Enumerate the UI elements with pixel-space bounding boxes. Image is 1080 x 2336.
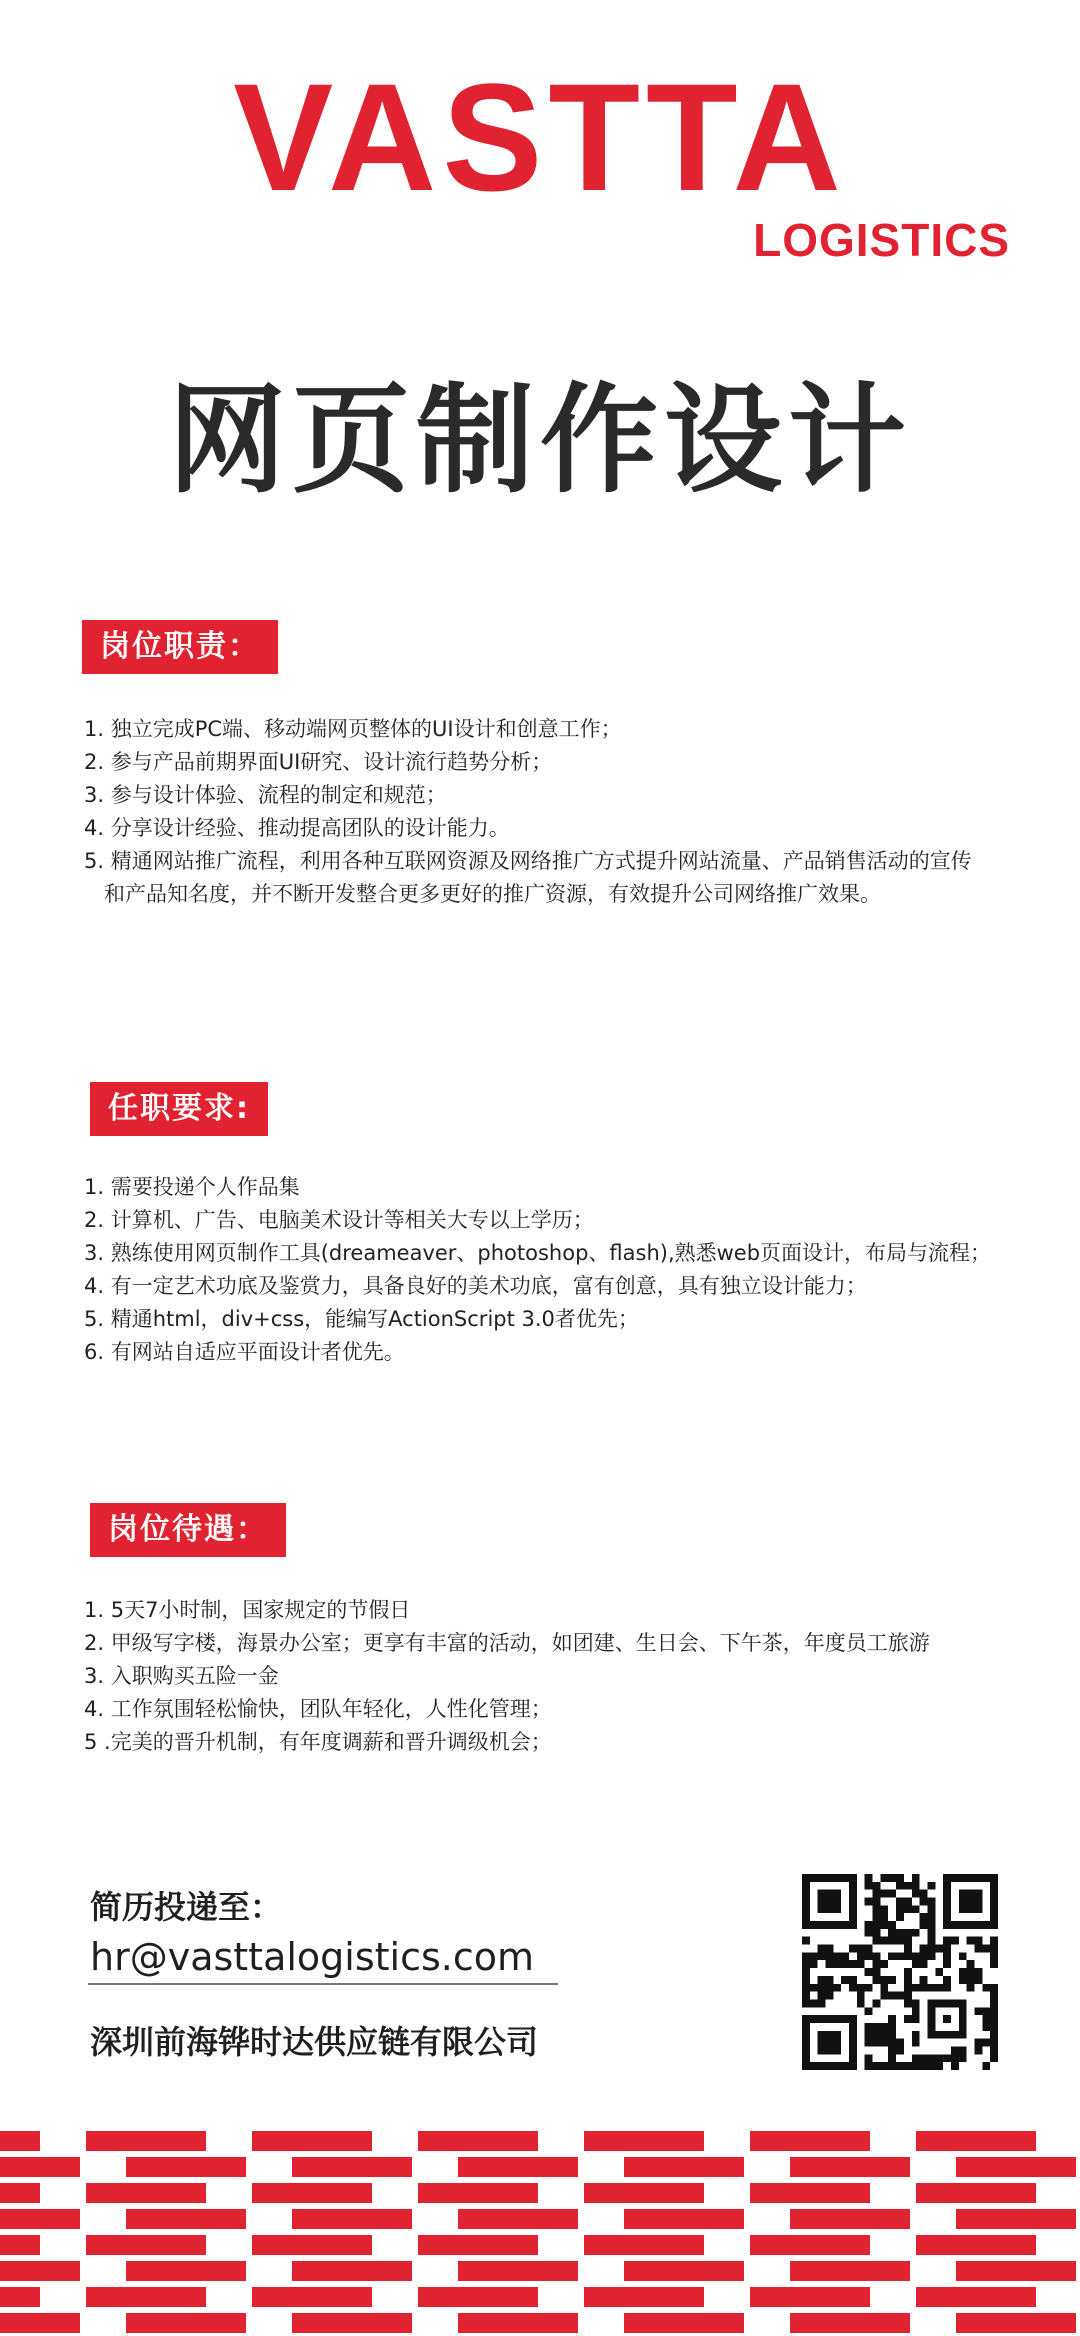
band-block bbox=[458, 2261, 578, 2281]
list-item: 1. 独立完成PC端、移动端网页整体的UI设计和创意工作； bbox=[84, 717, 622, 741]
list-item: 3. 参与设计体验、流程的制定和规范； bbox=[84, 783, 447, 807]
band-block bbox=[956, 2313, 1076, 2333]
list-item: 1. 需要投递个人作品集 bbox=[84, 1175, 300, 1199]
band-block bbox=[624, 2313, 744, 2333]
band-block bbox=[418, 2131, 538, 2151]
band-block bbox=[292, 2157, 412, 2177]
band-block bbox=[418, 2235, 538, 2255]
band-block bbox=[126, 2313, 246, 2333]
logo-wordmark: VASTTA bbox=[233, 51, 847, 223]
band-block bbox=[252, 2287, 372, 2307]
band-block bbox=[790, 2209, 910, 2229]
band-block bbox=[458, 2209, 578, 2229]
band-block bbox=[624, 2261, 744, 2281]
list-item: 5. 精通html，div+css，能编写ActionScript 3.0者优先； bbox=[84, 1307, 639, 1331]
band-block bbox=[584, 2131, 704, 2151]
list-item: 2. 参与产品前期界面UI研究、设计流行趋势分析； bbox=[84, 750, 553, 774]
band-block bbox=[0, 2157, 80, 2177]
band-block bbox=[252, 2235, 372, 2255]
decorative-stripe-band bbox=[0, 2128, 1080, 2336]
band-block bbox=[956, 2209, 1076, 2229]
band-block bbox=[750, 2131, 870, 2151]
band-block bbox=[790, 2313, 910, 2333]
band-block bbox=[0, 2209, 80, 2229]
list-item-continuation: 和产品知名度，并不断开发整合更多更好的推广资源，有效提升公司网络推广效果。 bbox=[104, 882, 881, 906]
band-block bbox=[0, 2261, 80, 2281]
band-block bbox=[292, 2313, 412, 2333]
page-title: 网页制作设计 bbox=[167, 371, 912, 509]
band-block bbox=[916, 2287, 1036, 2307]
band-block bbox=[624, 2157, 744, 2177]
band-block bbox=[584, 2183, 704, 2203]
band-block bbox=[790, 2261, 910, 2281]
band-block bbox=[916, 2235, 1036, 2255]
qr-code-icon bbox=[802, 1874, 998, 2070]
band-block bbox=[126, 2261, 246, 2281]
band-block bbox=[86, 2235, 206, 2255]
list-item: 4. 有一定艺术功底及鉴赏力，具备良好的美术功底，富有创意，具有独立设计能力； bbox=[84, 1274, 867, 1298]
band-block bbox=[0, 2183, 40, 2203]
email-underline bbox=[88, 1983, 558, 1985]
band-block bbox=[0, 2313, 80, 2333]
list-item: 6. 有网站自适应平面设计者优先。 bbox=[84, 1340, 405, 1364]
band-block bbox=[956, 2261, 1076, 2281]
benefits-list bbox=[84, 1594, 1044, 1759]
list-item: 5. 精通网站推广流程，利用各种互联网资源及网络推广方式提升网站流量、产品销售活动的宣传 和产品知名度，并不断开发整合更多更好的推广资源，有效提升公司网络推广效果。 bbox=[84, 845, 1044, 911]
section-tag-benefits: 岗位待遇： bbox=[90, 1503, 286, 1557]
band-block bbox=[126, 2209, 246, 2229]
company-name: 深圳前海铧时达供应链有限公司 bbox=[90, 2023, 539, 2061]
band-block bbox=[458, 2313, 578, 2333]
section-tag-requirements: 任职要求: bbox=[90, 1082, 268, 1136]
band-block bbox=[418, 2183, 538, 2203]
band-block bbox=[86, 2131, 206, 2151]
band-block bbox=[790, 2157, 910, 2177]
duties-list bbox=[84, 713, 1044, 911]
band-block bbox=[0, 2131, 40, 2151]
list-item: 4. 分享设计经验、推动提高团队的设计能力。 bbox=[84, 816, 510, 840]
list-item: 1. 5天7小时制，国家规定的节假日 bbox=[84, 1598, 411, 1622]
band-block bbox=[418, 2287, 538, 2307]
band-block bbox=[0, 2235, 40, 2255]
contact-label: 简历投递至： bbox=[90, 1888, 283, 1926]
band-block bbox=[584, 2287, 704, 2307]
band-block bbox=[750, 2183, 870, 2203]
band-block bbox=[750, 2235, 870, 2255]
section-tag-duties: 岗位职责： bbox=[82, 620, 278, 674]
list-item: 2. 甲级写字楼，海景办公室；更享有丰富的活动，如团建、生日会、下午茶，年度员工旅游 bbox=[84, 1631, 930, 1655]
list-item: 3. 入职购买五险一金 bbox=[84, 1664, 279, 1688]
logo-subtitle: LOGISTICS bbox=[753, 214, 1010, 266]
band-block bbox=[624, 2209, 744, 2229]
band-block bbox=[126, 2157, 246, 2177]
list-item: 4. 工作氛围轻松愉快，团队年轻化，人性化管理； bbox=[84, 1697, 552, 1721]
list-item: 2. 计算机、广告、电脑美术设计等相关大专以上学历； bbox=[84, 1208, 594, 1232]
band-block bbox=[916, 2131, 1036, 2151]
band-block bbox=[292, 2261, 412, 2281]
band-block bbox=[252, 2131, 372, 2151]
list-item: 5 .完美的晋升机制，有年度调薪和晋升调级机会； bbox=[84, 1730, 552, 1754]
band-block bbox=[458, 2157, 578, 2177]
band-block bbox=[292, 2209, 412, 2229]
band-block bbox=[956, 2157, 1076, 2177]
band-block bbox=[0, 2287, 40, 2307]
band-block bbox=[86, 2287, 206, 2307]
band-block bbox=[584, 2235, 704, 2255]
band-block bbox=[916, 2183, 1036, 2203]
contact-email-link[interactable]: hr@vasttalogistics.com bbox=[90, 1935, 535, 1979]
brand-logo bbox=[70, 51, 1010, 272]
requirements-list bbox=[84, 1171, 1044, 1369]
band-block bbox=[86, 2183, 206, 2203]
band-block bbox=[750, 2287, 870, 2307]
band-block bbox=[252, 2183, 372, 2203]
list-item: 3. 熟练使用网页制作工具(dreameaver、photoshop、flash),熟悉web页面设计，布局与流程； bbox=[84, 1241, 992, 1265]
